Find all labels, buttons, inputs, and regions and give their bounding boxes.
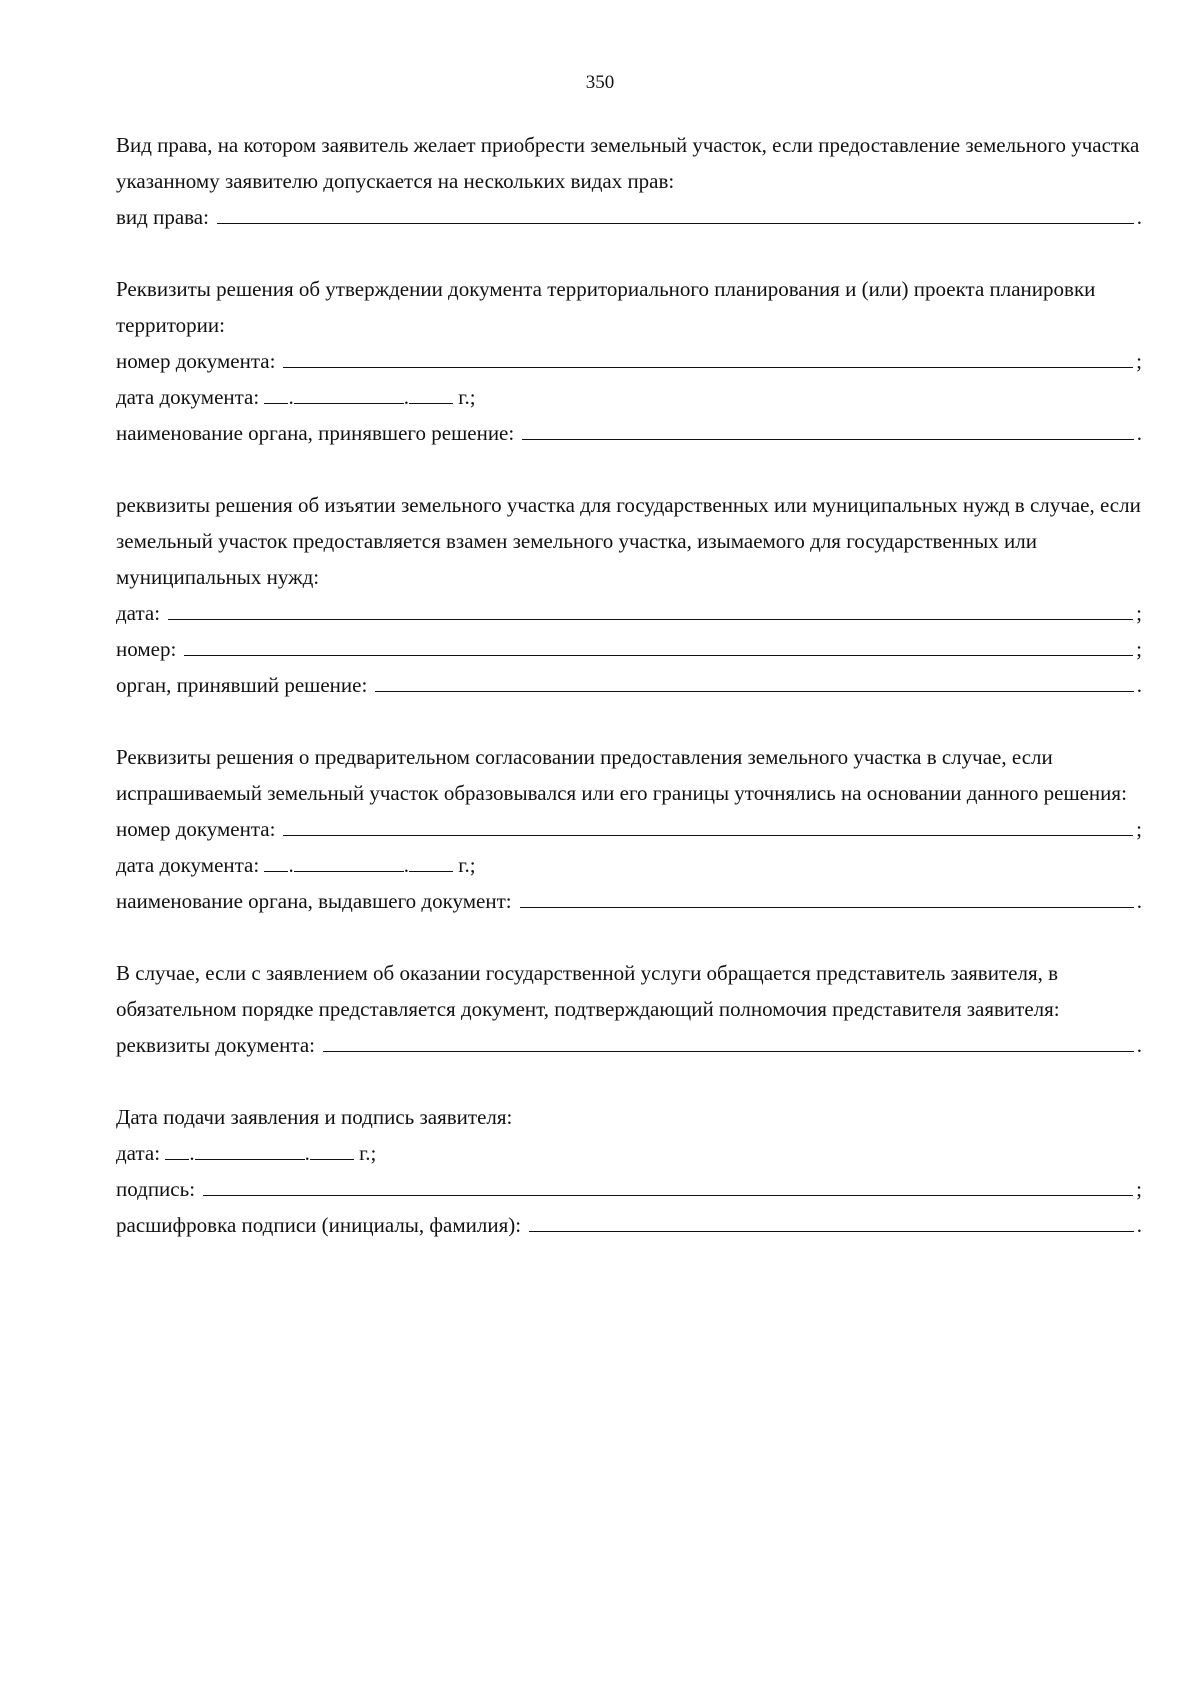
representative-text: В случае, если с заявлением об оказании государственной услуги обращается представитель заявителя, в обязательном порядке представляется документ, подтверждающий полномочия представителя заявителя:: [116, 961, 1060, 1021]
planning-decision-text: Реквизиты решения об утверждении документа территориального планирования и (или) проекта планировки территории:: [116, 277, 1096, 337]
submission-date-field: дата: . . г.;: [116, 1135, 1142, 1171]
right-type-text: Вид права, на котором заявитель желает приобрести земельный участок, если предоставление земельного участка указанному заявителю допускается на нескольких видах прав:: [116, 133, 1140, 193]
signature-heading: Дата подачи заявления и подпись заявителя:: [116, 1105, 513, 1129]
seizure-decision-section: [116, 487, 1142, 703]
date-month-input[interactable]: [294, 848, 404, 872]
date-suffix: г.;: [458, 853, 476, 877]
field-end: .: [1136, 889, 1142, 913]
application-form: [116, 127, 1142, 1279]
right-type-field: [116, 199, 1142, 235]
right-type-section: [116, 127, 1142, 235]
field-label: орган, принявший решение:: [116, 673, 368, 697]
field-end: .: [1136, 673, 1142, 697]
date-suffix: г.;: [359, 1141, 377, 1165]
seizure-date-input[interactable]: [168, 596, 1133, 620]
date-day-input[interactable]: [165, 1136, 189, 1160]
field-label: номер документа:: [116, 817, 276, 841]
field-end: .: [1136, 1213, 1142, 1237]
planning-authority-field: [116, 415, 1142, 451]
field-label: вид права:: [116, 205, 209, 229]
field-label: дата документа:: [116, 385, 260, 409]
field-label: наименование органа, выдавшего документ:: [116, 889, 512, 913]
field-label: расшифровка подписи (инициалы, фамилия):: [116, 1213, 522, 1237]
field-end: .: [1136, 1033, 1142, 1057]
seizure-date-field: [116, 595, 1142, 631]
field-label: дата:: [116, 1141, 161, 1165]
date-suffix: г.;: [458, 385, 476, 409]
signature-input[interactable]: [203, 1172, 1133, 1196]
date-year-input[interactable]: [409, 848, 453, 872]
field-label: подпись:: [116, 1177, 196, 1201]
field-end: ;: [1136, 1177, 1142, 1201]
date-month-input[interactable]: [294, 380, 404, 404]
field-end: ;: [1136, 349, 1142, 373]
date-month-input[interactable]: [195, 1136, 305, 1160]
signature-section: [116, 1099, 1142, 1243]
date-year-input[interactable]: [310, 1136, 354, 1160]
preliminary-date-field: дата документа: . . г.;: [116, 847, 1142, 883]
seizure-decision-text: реквизиты решения об изъятии земельного участка для государственных или муниципальных нужд в случае, если земельный участок предоставляется взамен земельного участка, изымаемого для государственных или муниципальных нужд:: [116, 493, 1141, 589]
field-label: номер документа:: [116, 349, 276, 373]
representative-section: [116, 955, 1142, 1063]
date-day-input[interactable]: [264, 380, 288, 404]
seizure-authority-input[interactable]: [375, 668, 1133, 692]
signature-decode-input[interactable]: [529, 1208, 1134, 1232]
seizure-number-field: [116, 631, 1142, 667]
field-end: ;: [1136, 601, 1142, 625]
planning-number-field: [116, 343, 1142, 379]
planning-number-input[interactable]: [283, 344, 1133, 368]
preliminary-authority-field: [116, 883, 1142, 919]
preliminary-number-input[interactable]: [283, 812, 1133, 836]
field-end: ;: [1136, 637, 1142, 661]
representative-doc-field: [116, 1027, 1142, 1063]
field-end: .: [1136, 421, 1142, 445]
signature-decode-field: [116, 1207, 1142, 1243]
field-label: реквизиты документа:: [116, 1033, 315, 1057]
representative-doc-input[interactable]: [323, 1028, 1134, 1052]
field-end: .: [1136, 205, 1142, 229]
field-label: номер:: [116, 637, 177, 661]
date-year-input[interactable]: [409, 380, 453, 404]
page-number: 350: [585, 72, 615, 93]
date-day-input[interactable]: [264, 848, 288, 872]
field-end: ;: [1136, 817, 1142, 841]
preliminary-authority-input[interactable]: [520, 884, 1134, 908]
planning-authority-input[interactable]: [522, 416, 1134, 440]
seizure-number-input[interactable]: [184, 632, 1133, 656]
planning-decision-section: [116, 271, 1142, 451]
preliminary-approval-text: Реквизиты решения о предварительном согласовании предоставления земельного участка в случае, если испрашиваемый земельный участок образовывался или его границы уточнялись на основании данного решения:: [116, 745, 1127, 805]
field-label: дата документа:: [116, 853, 260, 877]
preliminary-approval-section: [116, 739, 1142, 919]
field-label: наименование органа, принявшего решение:: [116, 421, 515, 445]
right-type-input[interactable]: [217, 200, 1134, 224]
seizure-authority-field: [116, 667, 1142, 703]
planning-date-field: дата документа: . . г.;: [116, 379, 1142, 415]
field-label: дата:: [116, 601, 161, 625]
preliminary-number-field: [116, 811, 1142, 847]
signature-field: [116, 1171, 1142, 1207]
